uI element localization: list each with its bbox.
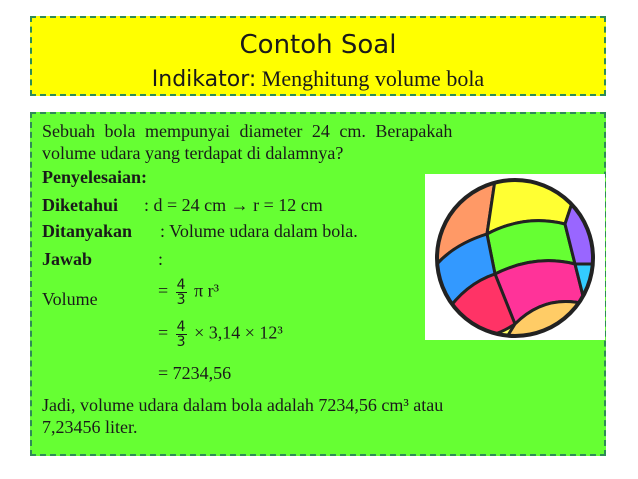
volleyball-icon bbox=[425, 174, 605, 340]
fraction-denominator-2: 3 bbox=[176, 334, 186, 350]
problem-line-1: Sebuah bola mempunyai diameter 24 cm. Berapakah bbox=[42, 121, 453, 141]
header-banner bbox=[30, 16, 606, 96]
fraction-four-thirds bbox=[176, 278, 187, 307]
fraction-numerator-2: 4 bbox=[176, 319, 186, 335]
solution-heading: Penyelesaian: bbox=[42, 167, 147, 187]
equation-line-3: = 7234,56 bbox=[158, 363, 232, 383]
volleyball-image bbox=[425, 174, 605, 340]
fraction-denominator: 3 bbox=[176, 292, 186, 308]
indicator-label: Indikator: bbox=[151, 67, 257, 92]
eq1-suffix: π r³ bbox=[194, 280, 220, 301]
known-value: : d = 24 cm → r = 12 cm bbox=[144, 195, 323, 215]
page-title: Contoh Soal bbox=[239, 30, 397, 60]
asked-value: : Volume udara dalam bola. bbox=[160, 221, 358, 241]
indicator-line bbox=[32, 66, 604, 93]
equation-line-2 bbox=[158, 320, 283, 349]
conclusion-line-1: Jadi, volume udara dalam bola adalah 7234,56 cm³ atau bbox=[42, 395, 444, 415]
eq2-equals: = bbox=[158, 322, 169, 343]
indicator-text: Menghitung volume bola bbox=[256, 66, 485, 91]
fraction-numerator: 4 bbox=[176, 277, 186, 293]
conclusion-line-2: 7,23456 liter. bbox=[42, 417, 138, 437]
volume-label: Volume bbox=[42, 289, 98, 309]
answer-colon: : bbox=[158, 249, 164, 269]
content-panel bbox=[30, 112, 606, 456]
eq1-equals: = bbox=[158, 280, 169, 301]
known-label: Diketahui bbox=[42, 195, 119, 215]
eq2-suffix: × 3,14 × 12³ bbox=[194, 322, 283, 343]
fraction-four-thirds-2 bbox=[176, 320, 187, 349]
asked-label: Ditanyakan bbox=[42, 221, 133, 241]
answer-label: Jawab bbox=[42, 249, 93, 269]
equation-line-1 bbox=[158, 278, 219, 307]
problem-line-2: volume udara yang terdapat di dalamnya? bbox=[42, 143, 344, 163]
